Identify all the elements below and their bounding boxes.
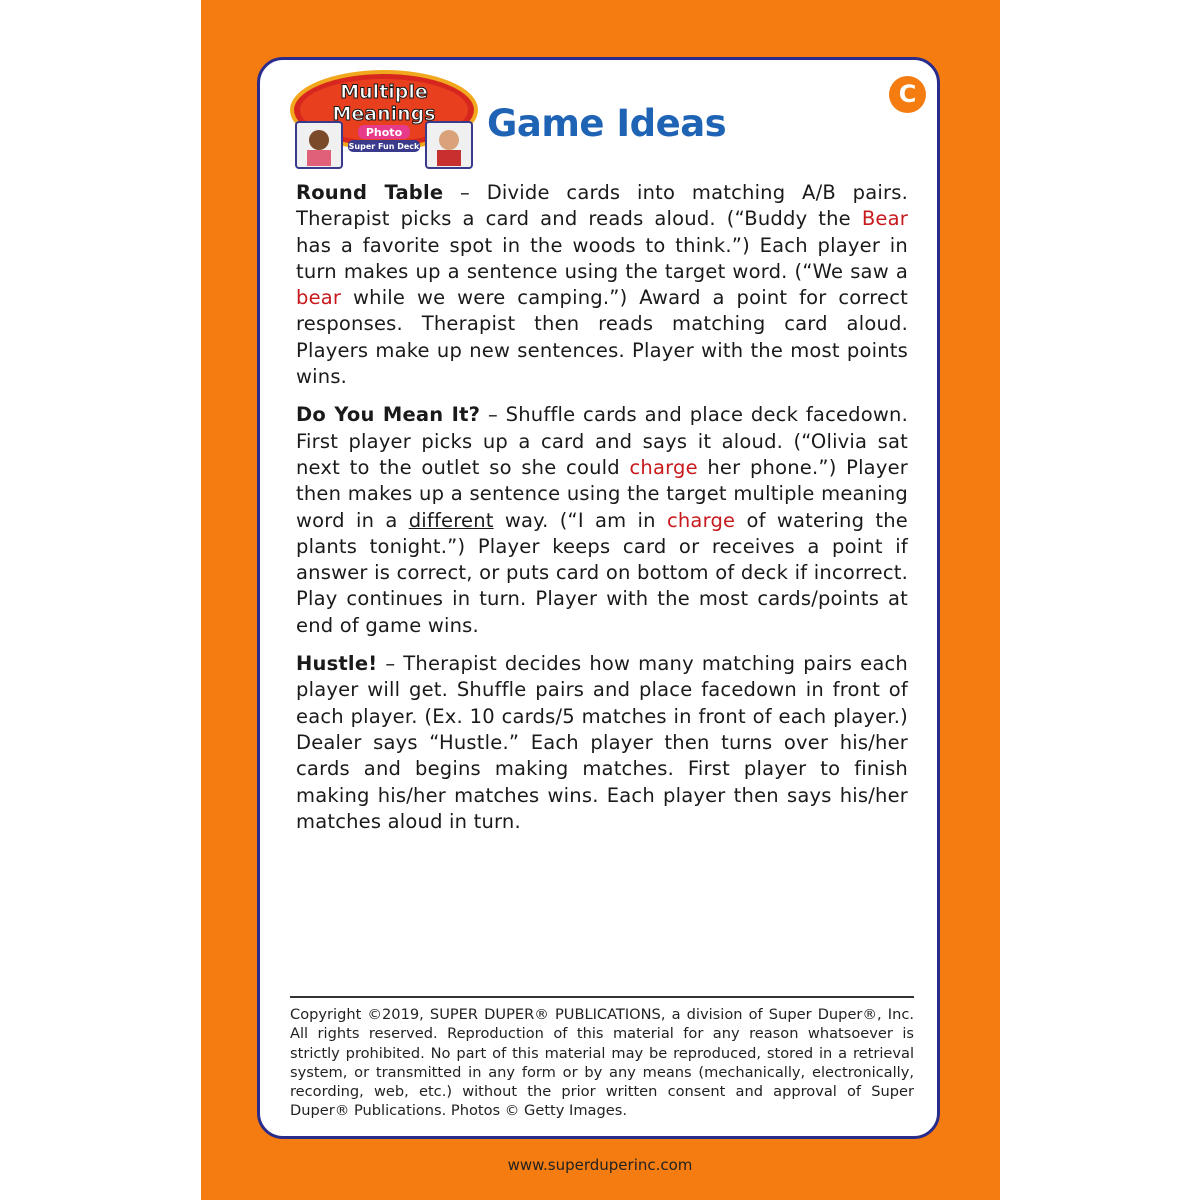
game-name: Hustle!	[296, 652, 378, 676]
logo-text-super-fun-deck: Super Fun Deck	[348, 142, 420, 151]
website-url: www.superduperinc.com	[507, 1156, 693, 1174]
page-title: Game Ideas	[487, 102, 727, 145]
game-name: Do You Mean It?	[296, 403, 481, 427]
side-letter-badge: C	[889, 76, 926, 113]
underlined-word: different	[408, 508, 494, 532]
game-instructions	[296, 180, 908, 847]
multiple-meanings-logo	[290, 70, 478, 170]
game-do-you-mean-it: Do You Mean It? – Shuffle cards and place deck facedown. First player picks up a card and says it aloud. (“Olivia sat next to the outlet so she could charge her phone.”) Player then makes up a sentence using the target multiple meaning word in a different way. (“I am in charge of watering the plants tonight.”) Player keeps card or receives a point if answer is correct, or puts card on bottom of deck if incorrect. Play continues in turn. Player with the most cards/points at end of game wins.	[296, 403, 908, 637]
game-round-table: Round Table – Divide cards into matching A/B pairs. Therapist picks a card and reads aloud. (“Buddy the Bear has a favorite spot in the woods to think.”) Each player in turn makes up a sentence using the target word. (“We saw a bear while we were camping.”) Award a point for correct responses. Therapist then reads matching card aloud. Players make up new sentences. Player with the most points wins.	[296, 181, 908, 389]
target-word: charge	[629, 455, 698, 479]
divider	[290, 996, 914, 998]
logo-text-photo: Photo	[365, 126, 403, 139]
logo-text-multiple: Multiple	[340, 81, 428, 103]
game-hustle: Hustle! – Therapist decides how many matching pairs each player will get. Shuffle pairs and place facedown in front of each player. (Ex. 10 cards/5 matches in front of each player.) Dealer says “Hustle.” Each player then turns over his/her cards and begins making matches. First player to finish making his/her matches wins. Each player then says his/her matches aloud in turn.	[296, 652, 908, 833]
target-word: Bear	[861, 207, 908, 231]
target-word: bear	[296, 286, 342, 310]
target-word: charge	[666, 508, 736, 532]
copyright-notice: Copyright ©2019, SUPER DUPER® PUBLICATIONS, a division of Super Duper®, Inc. All rights reserved. Reproduction of this material for any reason whatsoever is strictly prohibited. No part of this material may be reproduced, stored in a retrieval system, or transmitted in any form or by any means (mechanically, electronically, recording, web, etc.) without the prior written consent and approval of Super Duper® Publications. Photos © Getty Images.	[290, 1006, 914, 1120]
logo-text-meanings: Meanings	[332, 103, 436, 125]
game-name: Round Table	[296, 181, 444, 204]
